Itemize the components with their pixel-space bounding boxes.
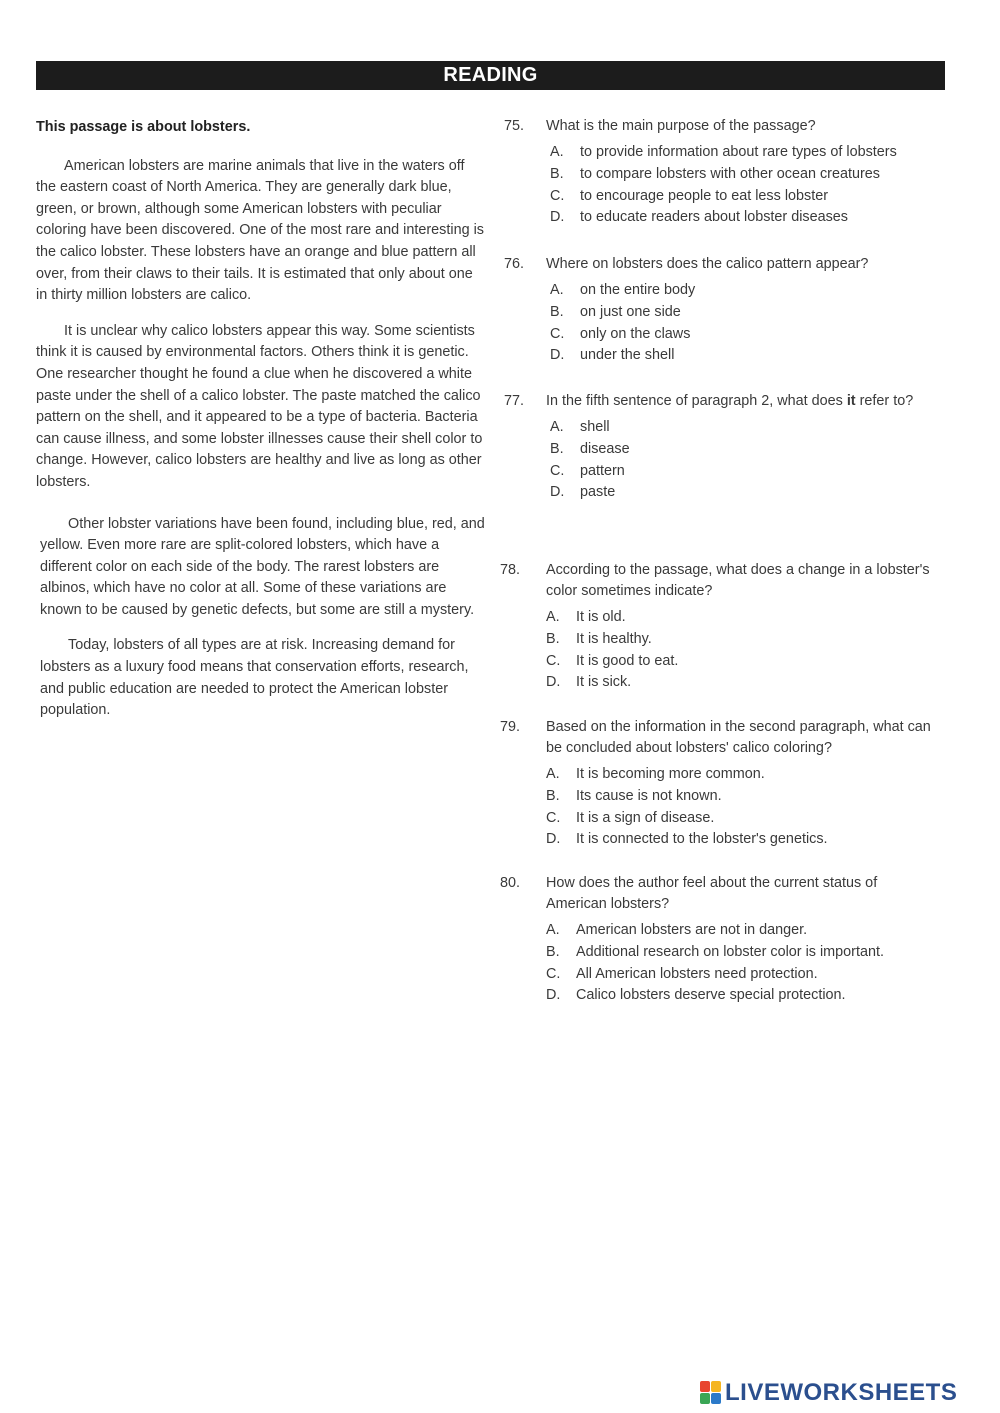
answer-option-d[interactable] (546, 672, 940, 694)
option-letter: B. (546, 943, 560, 960)
option-text: under the shell (580, 347, 675, 364)
passage-paragraph-4: Today, lobsters of all types are at risk. Increasing demand for lobsters as a luxury food means that conservation efforts, research, and public education are needed to protect the American lobster population. (40, 637, 469, 719)
answer-option-a[interactable] (550, 280, 944, 302)
option-text: It is old. (576, 609, 626, 625)
answer-option-d[interactable] (550, 207, 944, 229)
option-text: It is healthy. (576, 630, 652, 647)
answer-option-a[interactable] (546, 764, 940, 786)
answer-option-b[interactable] (546, 786, 940, 808)
option-letter: A. (550, 419, 564, 435)
liveworksheets-brand-text: LIVEWORKSHEETS (725, 1379, 958, 1406)
answer-option-c[interactable] (550, 461, 944, 483)
option-text: American lobsters are not in danger. (576, 922, 808, 938)
question-text-part: refer to? (859, 393, 914, 409)
answer-option-a[interactable] (546, 920, 940, 942)
option-letter: C. (550, 325, 565, 342)
option-letter: A. (546, 766, 560, 782)
question-75 (504, 116, 944, 229)
option-letter: C. (550, 462, 565, 479)
question-text: What is the main purpose of the passage? (546, 118, 816, 134)
question-76 (504, 254, 944, 367)
option-text: on just one side (580, 303, 681, 320)
passage-paragraph-1: American lobsters are marine animals that live in the waters off the eastern coast of North America. They are generally dark blue, green, or brown, although some American lobsters with peculiar coloring have been discovered. One of the most rare and interesting is the calico lobster. These lobsters have an orange and blue pattern all over, from their claws to their tails. It is estimated that only about one in thirty million lobsters are calico. (36, 157, 484, 304)
option-letter: D. (550, 347, 565, 364)
option-text: Its cause is not known. (576, 787, 722, 804)
question-number: 76. (504, 256, 525, 272)
question-number: 80. (500, 875, 521, 891)
question-text (546, 391, 944, 412)
answer-option-a[interactable] (550, 417, 944, 439)
answer-option-d[interactable] (550, 482, 944, 504)
option-letter: A. (546, 922, 560, 938)
option-text: to encourage people to eat less lobster (580, 187, 829, 204)
answer-option-b[interactable] (546, 942, 940, 964)
answer-option-c[interactable] (550, 324, 944, 346)
option-letter: A. (546, 609, 560, 625)
question-79 (500, 717, 940, 851)
answer-option-c[interactable] (546, 651, 940, 673)
reading-passage (36, 117, 486, 722)
option-text: to educate readers about lobster diseases (580, 209, 848, 226)
passage-intro: This passage is about lobsters. (36, 119, 251, 135)
option-text: It is connected to the lobster's genetics. (576, 831, 828, 848)
option-text: It is becoming more common. (576, 766, 765, 782)
section-header-banner (36, 61, 945, 90)
answer-option-c[interactable] (546, 808, 940, 830)
answer-option-b[interactable] (550, 439, 944, 461)
question-number: 77. (504, 393, 525, 409)
option-text: shell (580, 419, 610, 435)
option-text: to provide information about rare types of lobsters (580, 144, 897, 160)
option-letter: B. (550, 165, 564, 182)
option-letter: A. (550, 144, 564, 160)
question-text-emphasis: it (846, 393, 856, 409)
option-letter: B. (546, 787, 560, 804)
answer-option-b[interactable] (550, 302, 944, 324)
option-letter: C. (546, 652, 561, 669)
section-title: READING (443, 64, 538, 86)
option-letter: B. (546, 630, 560, 647)
option-letter: C. (546, 809, 561, 826)
option-text: It is a sign of disease. (576, 809, 715, 826)
question-text: Where on lobsters does the calico pattern appear? (546, 256, 869, 272)
question-number: 78. (500, 562, 521, 578)
option-text: only on the claws (580, 325, 691, 342)
option-text: on the entire body (580, 282, 696, 298)
option-letter: D. (550, 484, 565, 501)
passage-paragraph-2: It is unclear why calico lobsters appear this way. Some scientists think it is caused by environmental factors. Others think it is genetic. One researcher thought he found a clue when he discovered a white paste under the shell of a calico lobster. The paste matched the calico pattern on the shell, and it appeared to be a type of bacteria. Bacteria can cause illness, and some lobster illnesses cause their shell color to change. However, calico lobsters are healthy and live as long as other lobsters. (36, 322, 483, 490)
option-text: All American lobsters need protection. (576, 965, 818, 982)
option-letter: A. (550, 282, 564, 298)
answer-option-a[interactable] (550, 142, 944, 164)
question-text-part: In the fifth sentence of paragraph 2, what does (546, 393, 843, 409)
option-text: It is good to eat. (576, 652, 679, 669)
liveworksheets-logo[interactable] (700, 1380, 957, 1406)
answer-option-d[interactable] (546, 985, 940, 1007)
question-77 (504, 391, 944, 504)
answer-option-c[interactable] (546, 964, 940, 986)
option-text: pattern (580, 462, 625, 479)
option-letter: D. (546, 831, 561, 848)
answer-option-a[interactable] (546, 607, 940, 629)
answer-option-d[interactable] (550, 345, 944, 367)
answer-option-d[interactable] (546, 829, 940, 851)
option-letter: D. (546, 987, 561, 1004)
question-text: How does the author feel about the current status of American lobsters? (546, 875, 878, 912)
question-number: 79. (500, 719, 521, 735)
question-78 (500, 560, 940, 694)
question-number: 75. (504, 118, 525, 134)
option-letter: C. (546, 965, 561, 982)
option-letter: B. (550, 440, 564, 457)
answer-option-c[interactable] (550, 186, 944, 208)
option-letter: D. (546, 674, 561, 691)
option-letter: D. (550, 209, 565, 226)
option-text: paste (580, 484, 616, 501)
liveworksheets-logo-icon (700, 1381, 722, 1405)
question-80 (500, 873, 940, 1007)
option-letter: B. (550, 303, 564, 320)
option-text: It is sick. (576, 674, 632, 691)
option-letter: C. (550, 187, 565, 204)
answer-option-b[interactable] (550, 164, 944, 186)
question-text: According to the passage, what does a change in a lobster's color sometimes indicate? (546, 562, 930, 599)
answer-option-b[interactable] (546, 629, 940, 651)
passage-paragraph-3: Other lobster variations have been found, including blue, red, and yellow. Even more rare are split-colored lobsters, which have a different color on each side of the body. The rarest lobsters are albinos, which have no color at all. Some of these variations are known to be caused by genetic defects, but some are still a mystery. (40, 515, 485, 618)
option-text: Calico lobsters deserve special protection. (576, 987, 846, 1004)
question-text: Based on the information in the second paragraph, what can be concluded about lobsters' calico coloring? (546, 719, 931, 756)
option-text: disease (580, 440, 630, 457)
option-text: Additional research on lobster color is important. (576, 943, 884, 960)
option-text: to compare lobsters with other ocean creatures (580, 165, 880, 182)
